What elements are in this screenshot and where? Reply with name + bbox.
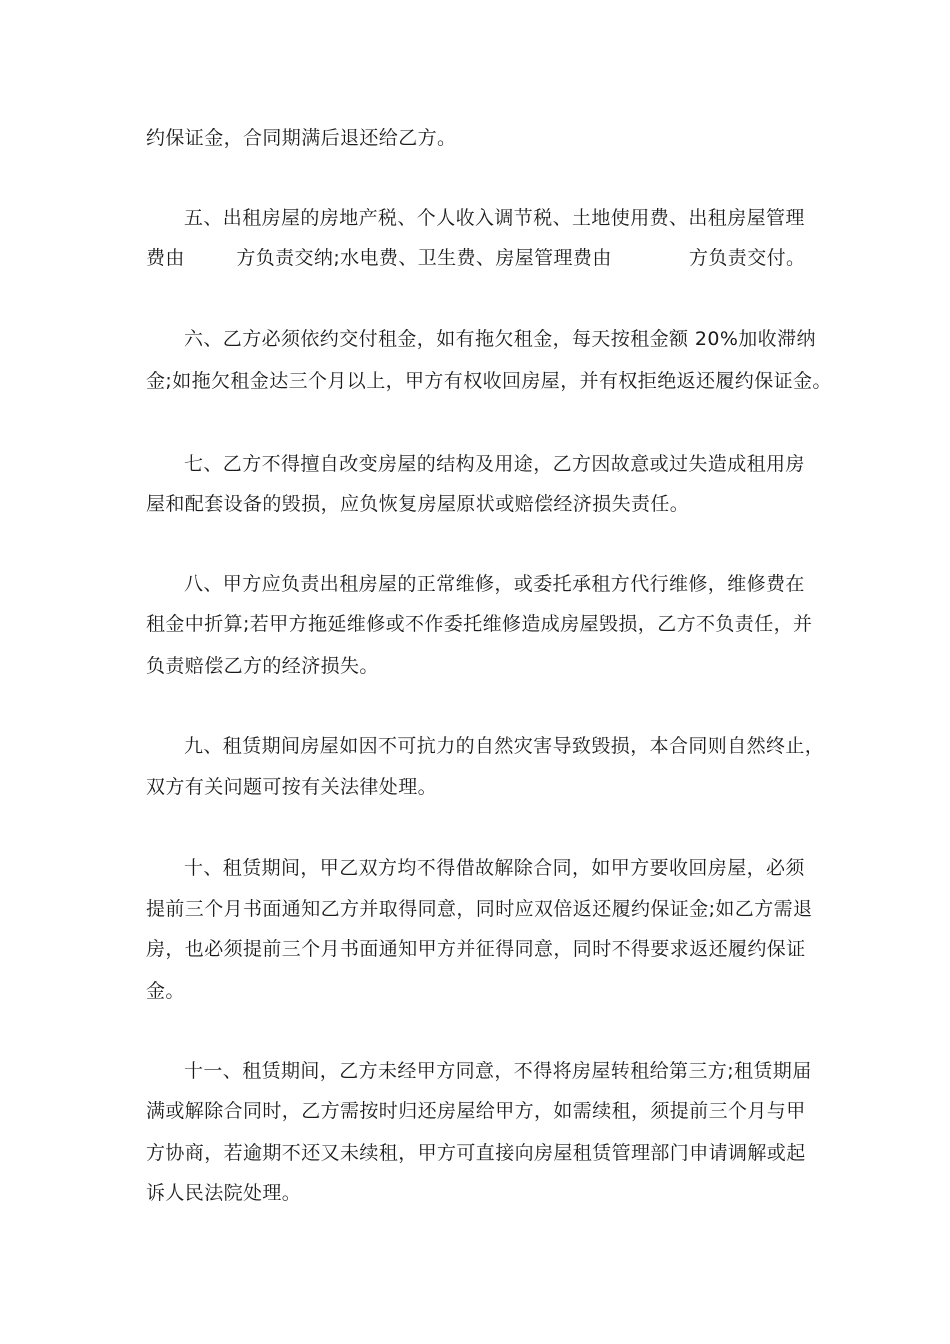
paragraph-line: 满或解除合同时，乙方需按时归还房屋给甲方，如需续租，须提前三个月与甲 bbox=[146, 1100, 806, 1122]
paragraph-line: 五、出租房屋的房地产税、个人收入调节税、土地使用费、出租房屋管理 bbox=[184, 207, 805, 229]
paragraph-line: 八、甲方应负责出租房屋的正常维修，或委托承租方代行维修，维修费在 bbox=[184, 573, 805, 595]
paragraph-line: 屋和配套设备的毁损，应负恢复房屋原状或赔偿经济损失责任。 bbox=[146, 493, 690, 515]
paragraph-line: 九、租赁期间房屋如因不可抗力的自然灾害导致毁损，本合同则自然终止， bbox=[184, 735, 825, 757]
paragraph-line: 诉人民法院处理。 bbox=[146, 1182, 302, 1204]
paragraph-line: 租金中折算;若甲方拖延维修或不作委托维修造成房屋毁损，乙方不负责任，并 bbox=[146, 613, 813, 635]
paragraph-line: 负责赔偿乙方的经济损失。 bbox=[146, 655, 379, 677]
paragraph-line: 房，也必须提前三个月书面通知甲方并征得同意，同时不得要求返还履约保证 bbox=[146, 938, 806, 960]
paragraph-line: 费由 方负责交纳;水电费、卫生费、房屋管理费由 方负责交付。 bbox=[146, 247, 806, 269]
paragraph-line: 六、乙方必须依约交付租金，如有拖欠租金，每天按租金额 20%加收滞纳 bbox=[184, 328, 816, 350]
paragraph-line: 方协商，若逾期不还又未续租，甲方可直接向房屋租赁管理部门申请调解或起 bbox=[146, 1142, 806, 1164]
paragraph-line: 提前三个月书面通知乙方并取得同意，同时应双倍返还履约保证金;如乙方需退 bbox=[146, 898, 813, 920]
paragraph-line: 十一、租赁期间，乙方未经甲方同意，不得将房屋转租给第三方;租赁期届 bbox=[184, 1060, 812, 1082]
paragraph-line: 双方有关问题可按有关法律处理。 bbox=[146, 776, 438, 798]
paragraph-line: 金;如拖欠租金达三个月以上，甲方有权收回房屋，并有权拒绝返还履约保证金。 bbox=[146, 370, 832, 392]
paragraph-line: 金。 bbox=[146, 980, 185, 1002]
paragraph-line: 十、租赁期间，甲乙双方均不得借故解除合同，如甲方要收回房屋，必须 bbox=[184, 857, 805, 879]
paragraph-line: 七、乙方不得擅自改变房屋的结构及用途，乙方因故意或过失造成租用房 bbox=[184, 453, 805, 475]
paragraph-line: 约保证金，合同期满后退还给乙方。 bbox=[146, 127, 457, 149]
